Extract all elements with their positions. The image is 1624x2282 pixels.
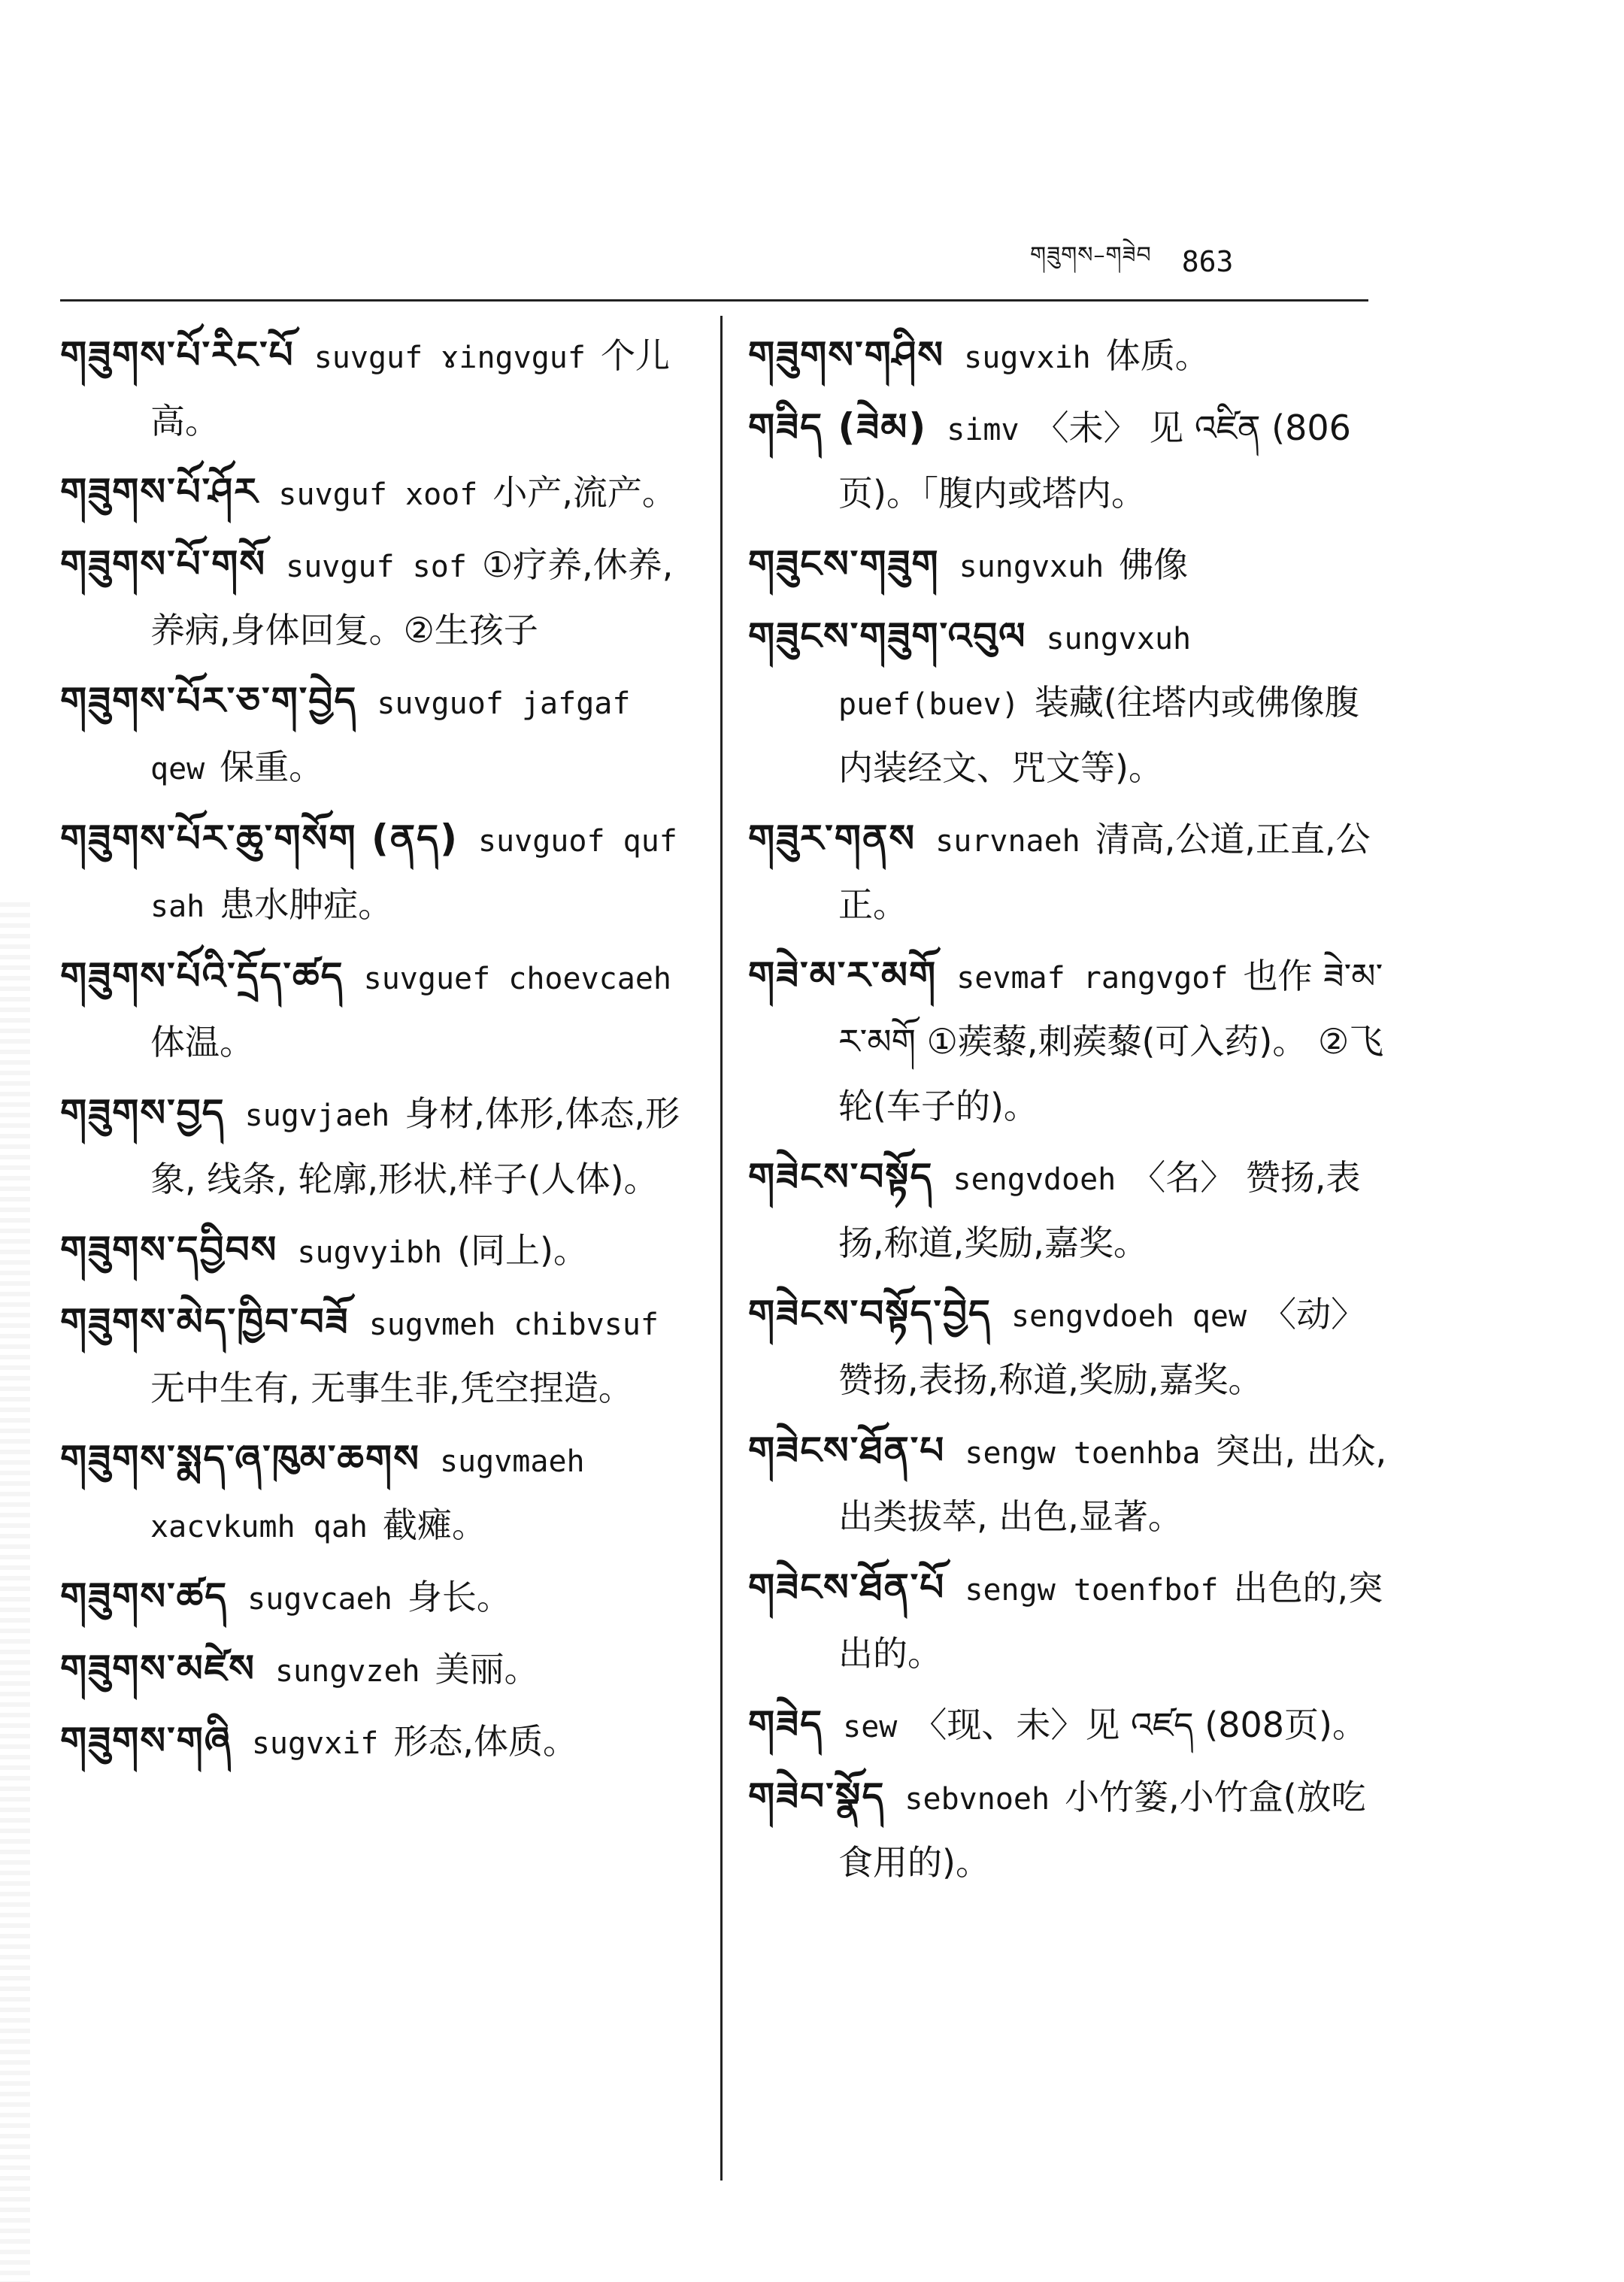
dictionary-entry bbox=[748, 944, 1387, 1139]
definition: 体质。 bbox=[1105, 335, 1210, 376]
headword: གཟུགས་ཚད bbox=[60, 1574, 229, 1618]
right-column bbox=[748, 323, 1387, 1902]
romanization: sungvzeh bbox=[274, 1654, 420, 1689]
headword: གཟུགས་བྱད bbox=[60, 1091, 226, 1135]
romanization: suvguef choevcaeh bbox=[363, 962, 672, 996]
headword: གཟུགས་སྨད་ཞ་ཁུམ་ཆགས bbox=[60, 1437, 420, 1480]
definition: 体温。 bbox=[150, 1022, 254, 1062]
dictionary-entry bbox=[60, 1427, 699, 1559]
dictionary-entry bbox=[748, 1693, 1387, 1759]
definition: 〈动〉 赞扬,表扬,称道,奖励,嘉奖。 bbox=[838, 1294, 1366, 1400]
headword: གཟུགས་པོ་གསོ bbox=[60, 542, 267, 586]
romanization: sugvjaeh bbox=[244, 1099, 390, 1133]
romanization: sugvxih bbox=[964, 341, 1091, 375]
headword: གཟེད bbox=[748, 1702, 824, 1746]
definition: 美丽。 bbox=[435, 1649, 539, 1690]
dictionary-entry bbox=[748, 1419, 1387, 1550]
romanization: suvguf sof bbox=[286, 550, 467, 584]
dictionary-entry bbox=[60, 1709, 699, 1775]
romanization: suvguf ɤingvguf bbox=[314, 341, 586, 375]
dictionary-entry bbox=[60, 944, 699, 1075]
running-head: གཟུགས–གཟེབ bbox=[1030, 242, 1152, 268]
definition: 小产,流产。 bbox=[492, 472, 677, 513]
header-rule bbox=[60, 299, 1368, 302]
dictionary-entry bbox=[60, 1565, 699, 1631]
headword: གཟུགས་གཞི bbox=[60, 1719, 232, 1762]
left-column bbox=[60, 323, 699, 1781]
definition: 患水肿症。 bbox=[220, 884, 393, 925]
definition: 身长。 bbox=[407, 1577, 511, 1617]
romanization: sungvxuh puef(buev) bbox=[838, 622, 1192, 722]
dictionary-entry bbox=[748, 1765, 1387, 1896]
definition: 无中生有, 无事生非,凭空捏造。 bbox=[150, 1368, 633, 1408]
romanization: suvguof quf sah bbox=[150, 824, 677, 924]
headword: གཟུགས་གཤིས bbox=[748, 333, 945, 377]
definition: 突出, 出众, 出类拔萃, 出色,显著。 bbox=[838, 1431, 1387, 1537]
dictionary-entry bbox=[60, 1637, 699, 1703]
romanization: sugvcaeh bbox=[247, 1582, 392, 1617]
headword: གཟུགས་པོར་ཆུ་གསོག (ནད) bbox=[60, 817, 459, 860]
headword: གཟུགས་མེད་ཁྱིབ་བཟོ bbox=[60, 1300, 350, 1344]
definition: 〈名〉 赞扬,表扬,称道,奖励,嘉奖。 bbox=[838, 1157, 1361, 1263]
romanization: suvguof jafgaf qew bbox=[150, 686, 631, 786]
romanization: sevmaf rangvgof bbox=[956, 961, 1229, 996]
dictionary-entry bbox=[60, 807, 699, 938]
page-header bbox=[1030, 239, 1346, 284]
romanization: sengvdoeh bbox=[953, 1162, 1116, 1197]
headword: གཟེངས་ཐོན་པོ bbox=[748, 1565, 946, 1609]
romanization: simv bbox=[947, 413, 1020, 447]
headword: གཟེངས་ཐོན་པ bbox=[748, 1429, 946, 1472]
definition: ①疗养,休养,养病,身体回复。②生孩子 bbox=[150, 544, 674, 650]
column-divider bbox=[720, 316, 723, 2180]
romanization: sugvyibh bbox=[297, 1235, 443, 1270]
dictionary-entry bbox=[748, 1145, 1387, 1276]
dictionary-entry bbox=[60, 1218, 699, 1284]
headword: གཟུགས་པོ་ཤོར bbox=[60, 470, 259, 514]
romanization: suvguf xoof bbox=[278, 477, 478, 512]
definition: 截瘫。 bbox=[382, 1505, 486, 1545]
headword: གཟུགས་པོ་རིང་པོ bbox=[60, 333, 295, 377]
headword: གཟེབ་སྣོད bbox=[748, 1774, 886, 1818]
romanization: sugvmaeh xacvkumh qah bbox=[150, 1444, 585, 1544]
definition: (同上)。 bbox=[457, 1230, 588, 1271]
dictionary-entry bbox=[60, 323, 699, 454]
romanization: sengw toenhba bbox=[965, 1436, 1201, 1471]
headword: གཟུགས་པོར་ཅ་ག་བྱེད bbox=[60, 679, 358, 723]
romanization: sungvxuh bbox=[959, 550, 1104, 584]
romanization: sengw toenfbof bbox=[965, 1573, 1219, 1608]
definition: 保重。 bbox=[220, 747, 324, 787]
romanization: sew bbox=[843, 1710, 898, 1744]
dictionary-entry bbox=[60, 532, 699, 663]
headword: གཟིད (ཟེམ) bbox=[748, 405, 928, 449]
scan-edge-noise bbox=[0, 902, 30, 2282]
definition: 佛像 bbox=[1119, 544, 1189, 585]
romanization: survnaeh bbox=[935, 824, 1080, 859]
romanization: sebvnoeh bbox=[904, 1782, 1050, 1817]
dictionary-entry bbox=[748, 1556, 1387, 1686]
dictionary-entry bbox=[60, 1290, 699, 1421]
definition: 也作 ཟེ་མ་ར་མགོ ①蒺藜,刺蒺藜(可入药)。 ②飞轮(车子的)。 bbox=[838, 956, 1384, 1126]
headword: གཟེངས་བསྟོད bbox=[748, 1155, 934, 1199]
dictionary-entry bbox=[748, 807, 1387, 938]
definition: 〈未〉 见 འཛིན (806页)。「腹内或塔内。 bbox=[838, 408, 1351, 514]
definition: 〈现、未〉见 འཛད (808页)。 bbox=[912, 1705, 1367, 1745]
dictionary-entry bbox=[748, 1282, 1387, 1413]
definition: 身材,体形,体态,形象, 线条, 轮廓,形状,样子(人体)。 bbox=[150, 1093, 680, 1199]
headword: གཟེངས་བསྟོད་བྱེད bbox=[748, 1292, 992, 1335]
page-number: 863 bbox=[1181, 245, 1234, 278]
headword: གཟུར་གནས bbox=[748, 817, 917, 860]
headword: གཟུངས་གཟུག་འབུལ bbox=[748, 614, 1027, 658]
dictionary-entry bbox=[748, 532, 1387, 599]
headword: གཟུགས་དབྱིབས bbox=[60, 1228, 278, 1271]
headword: གཟུགས་མཛེས bbox=[60, 1647, 256, 1690]
headword: གཟུངས་གཟུག bbox=[748, 542, 940, 586]
romanization: sugvmeh chibvsuf bbox=[368, 1308, 659, 1342]
definition: 装藏(往塔内或佛像腹内装经文、咒文等)。 bbox=[838, 682, 1359, 788]
headword: གཟེ་མ་ར་མགོ bbox=[748, 953, 938, 997]
definition: 清高,公道,正直,公正。 bbox=[838, 819, 1371, 925]
definition: 出色的,突出的。 bbox=[838, 1568, 1383, 1674]
dictionary-entry bbox=[748, 395, 1387, 526]
dictionary-entry bbox=[60, 460, 699, 526]
definition: 小竹篓,小竹盒(放吃食用的)。 bbox=[838, 1777, 1366, 1883]
dictionary-entry bbox=[748, 323, 1387, 389]
definition: 个儿高。 bbox=[150, 335, 670, 441]
dictionary-entry bbox=[60, 1081, 699, 1212]
definition: 形态,体质。 bbox=[393, 1721, 578, 1762]
headword: གཟུགས་པོའི་དྲོད་ཚད bbox=[60, 954, 344, 998]
romanization: sengvdoeh qew bbox=[1011, 1299, 1247, 1334]
dictionary-entry bbox=[748, 605, 1387, 801]
romanization: sugvxif bbox=[251, 1726, 379, 1761]
dictionary-entry bbox=[60, 669, 699, 801]
